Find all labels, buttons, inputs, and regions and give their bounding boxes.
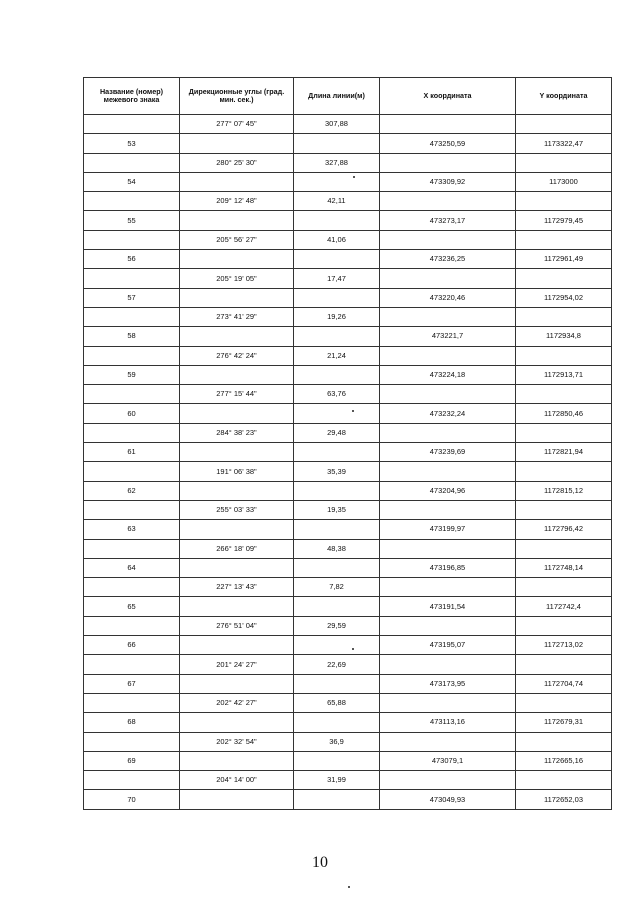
marker-name-cell	[84, 616, 180, 635]
y-coordinate-cell	[516, 655, 612, 674]
x-coordinate-cell: 473195,07	[380, 636, 516, 655]
x-coordinate-cell	[380, 616, 516, 635]
line-length-cell: 22,69	[294, 655, 380, 674]
x-coordinate-cell: 473113,16	[380, 713, 516, 732]
marker-name-cell	[84, 500, 180, 519]
x-coordinate-cell: 473273,17	[380, 211, 516, 230]
table-header-row	[84, 78, 612, 115]
table-row	[84, 597, 612, 616]
marker-name-cell	[84, 385, 180, 404]
line-length-cell: 41,06	[294, 230, 380, 249]
coordinates-table	[83, 77, 612, 810]
y-coordinate-cell: 1172713,02	[516, 636, 612, 655]
line-length-cell: 7,82	[294, 578, 380, 597]
direction-angle-cell: 277° 07' 45"	[180, 115, 294, 134]
marker-name-cell	[84, 115, 180, 134]
marker-name-cell	[84, 346, 180, 365]
line-length-cell: 31,99	[294, 771, 380, 790]
marker-name-cell	[84, 307, 180, 326]
direction-angle-cell	[180, 443, 294, 462]
line-length-cell	[294, 481, 380, 500]
table-row	[84, 539, 612, 558]
line-length-cell	[294, 520, 380, 539]
table-row	[84, 404, 612, 423]
marker-name-cell: 55	[84, 211, 180, 230]
marker-name-cell	[84, 192, 180, 211]
x-coordinate-cell	[380, 230, 516, 249]
scan-speck	[353, 176, 355, 178]
marker-name-cell: 61	[84, 443, 180, 462]
y-coordinate-cell: 1172665,16	[516, 751, 612, 770]
y-coordinate-cell	[516, 153, 612, 172]
table-row	[84, 500, 612, 519]
direction-angle-cell	[180, 520, 294, 539]
marker-name-cell: 69	[84, 751, 180, 770]
marker-name-cell	[84, 269, 180, 288]
y-coordinate-cell: 1172652,03	[516, 790, 612, 809]
table-row	[84, 636, 612, 655]
direction-angle-cell	[180, 790, 294, 809]
y-coordinate-cell: 1172742,4	[516, 597, 612, 616]
line-length-cell: 19,35	[294, 500, 380, 519]
y-coordinate-cell	[516, 578, 612, 597]
direction-angle-cell	[180, 134, 294, 153]
line-length-cell: 35,39	[294, 462, 380, 481]
direction-angle-cell: 202° 42' 27"	[180, 693, 294, 712]
marker-name-cell	[84, 153, 180, 172]
header-y-coordinate: Y координата	[516, 78, 612, 115]
x-coordinate-cell	[380, 423, 516, 442]
direction-angle-cell: 276° 51' 04"	[180, 616, 294, 635]
table-row	[84, 443, 612, 462]
x-coordinate-cell	[380, 346, 516, 365]
marker-name-cell: 56	[84, 250, 180, 269]
marker-name-cell	[84, 655, 180, 674]
line-length-cell	[294, 250, 380, 269]
direction-angle-cell	[180, 211, 294, 230]
direction-angle-cell: 201° 24' 27"	[180, 655, 294, 674]
x-coordinate-cell	[380, 578, 516, 597]
direction-angle-cell: 205° 56' 27"	[180, 230, 294, 249]
y-coordinate-cell: 1172796,42	[516, 520, 612, 539]
table-row	[84, 481, 612, 500]
marker-name-cell: 63	[84, 520, 180, 539]
y-coordinate-cell	[516, 500, 612, 519]
x-coordinate-cell: 473049,93	[380, 790, 516, 809]
y-coordinate-cell	[516, 423, 612, 442]
x-coordinate-cell	[380, 307, 516, 326]
page-number: 10	[312, 854, 328, 871]
direction-angle-cell	[180, 327, 294, 346]
table-row	[84, 211, 612, 230]
direction-angle-cell: 277° 15' 44"	[180, 385, 294, 404]
marker-name-cell	[84, 462, 180, 481]
x-coordinate-cell: 473232,24	[380, 404, 516, 423]
direction-angle-cell	[180, 481, 294, 500]
x-coordinate-cell: 473191,54	[380, 597, 516, 616]
y-coordinate-cell: 1172913,71	[516, 365, 612, 384]
line-length-cell: 19,26	[294, 307, 380, 326]
x-coordinate-cell: 473224,18	[380, 365, 516, 384]
y-coordinate-cell	[516, 307, 612, 326]
marker-name-cell: 58	[84, 327, 180, 346]
table-row	[84, 172, 612, 191]
marker-name-cell	[84, 539, 180, 558]
table-row	[84, 578, 612, 597]
y-coordinate-cell: 1172815,12	[516, 481, 612, 500]
table-row	[84, 771, 612, 790]
line-length-cell: 63,76	[294, 385, 380, 404]
marker-name-cell: 59	[84, 365, 180, 384]
y-coordinate-cell	[516, 693, 612, 712]
x-coordinate-cell	[380, 385, 516, 404]
line-length-cell	[294, 443, 380, 462]
line-length-cell	[294, 327, 380, 346]
line-length-cell	[294, 288, 380, 307]
table-row	[84, 790, 612, 809]
y-coordinate-cell	[516, 346, 612, 365]
x-coordinate-cell: 473220,46	[380, 288, 516, 307]
direction-angle-cell	[180, 365, 294, 384]
direction-angle-cell	[180, 250, 294, 269]
y-coordinate-cell: 1172961,49	[516, 250, 612, 269]
direction-angle-cell: 205° 19' 05"	[180, 269, 294, 288]
marker-name-cell: 64	[84, 558, 180, 577]
table-row	[84, 693, 612, 712]
marker-name-cell: 67	[84, 674, 180, 693]
direction-angle-cell	[180, 404, 294, 423]
table-row	[84, 732, 612, 751]
y-coordinate-cell: 1172979,45	[516, 211, 612, 230]
x-coordinate-cell	[380, 732, 516, 751]
y-coordinate-cell: 1172954,02	[516, 288, 612, 307]
x-coordinate-cell: 473250,59	[380, 134, 516, 153]
marker-name-cell	[84, 578, 180, 597]
y-coordinate-cell	[516, 732, 612, 751]
y-coordinate-cell: 1172821,94	[516, 443, 612, 462]
line-length-cell: 42,11	[294, 192, 380, 211]
table-row	[84, 230, 612, 249]
line-length-cell	[294, 365, 380, 384]
marker-name-cell: 62	[84, 481, 180, 500]
direction-angle-cell: 284° 38' 23"	[180, 423, 294, 442]
table-row	[84, 327, 612, 346]
table-row	[84, 462, 612, 481]
x-coordinate-cell: 473221,7	[380, 327, 516, 346]
table-row	[84, 674, 612, 693]
x-coordinate-cell: 473309,92	[380, 172, 516, 191]
y-coordinate-cell	[516, 385, 612, 404]
table-row	[84, 423, 612, 442]
marker-name-cell: 60	[84, 404, 180, 423]
y-coordinate-cell	[516, 616, 612, 635]
line-length-cell	[294, 713, 380, 732]
marker-name-cell: 70	[84, 790, 180, 809]
line-length-cell: 307,88	[294, 115, 380, 134]
table-row	[84, 134, 612, 153]
line-length-cell: 29,48	[294, 423, 380, 442]
line-length-cell: 21,24	[294, 346, 380, 365]
direction-angle-cell: 273° 41' 29"	[180, 307, 294, 326]
x-coordinate-cell	[380, 115, 516, 134]
direction-angle-cell	[180, 713, 294, 732]
y-coordinate-cell: 1172934,8	[516, 327, 612, 346]
y-coordinate-cell	[516, 771, 612, 790]
line-length-cell	[294, 404, 380, 423]
marker-name-cell	[84, 423, 180, 442]
header-line-length: Длина линии(м)	[294, 78, 380, 115]
x-coordinate-cell: 473239,69	[380, 443, 516, 462]
direction-angle-cell: 202° 32' 54"	[180, 732, 294, 751]
scan-speck	[348, 886, 350, 888]
direction-angle-cell: 280° 25' 30"	[180, 153, 294, 172]
direction-angle-cell	[180, 288, 294, 307]
x-coordinate-cell	[380, 192, 516, 211]
direction-angle-cell	[180, 751, 294, 770]
x-coordinate-cell	[380, 500, 516, 519]
line-length-cell	[294, 558, 380, 577]
y-coordinate-cell: 1172679,31	[516, 713, 612, 732]
direction-angle-cell: 255° 03' 33"	[180, 500, 294, 519]
direction-angle-cell: 266° 18' 09"	[180, 539, 294, 558]
table-row	[84, 288, 612, 307]
marker-name-cell: 53	[84, 134, 180, 153]
table-row	[84, 346, 612, 365]
y-coordinate-cell	[516, 230, 612, 249]
marker-name-cell: 68	[84, 713, 180, 732]
marker-name-cell	[84, 771, 180, 790]
marker-name-cell	[84, 732, 180, 751]
x-coordinate-cell: 473199,97	[380, 520, 516, 539]
marker-name-cell: 65	[84, 597, 180, 616]
line-length-cell: 327,88	[294, 153, 380, 172]
x-coordinate-cell: 473196,85	[380, 558, 516, 577]
y-coordinate-cell: 1172850,46	[516, 404, 612, 423]
table-row	[84, 115, 612, 134]
y-coordinate-cell	[516, 462, 612, 481]
table-row	[84, 520, 612, 539]
direction-angle-cell	[180, 674, 294, 693]
y-coordinate-cell	[516, 269, 612, 288]
line-length-cell: 17,47	[294, 269, 380, 288]
marker-name-cell	[84, 693, 180, 712]
line-length-cell	[294, 674, 380, 693]
direction-angle-cell	[180, 636, 294, 655]
table-row	[84, 751, 612, 770]
line-length-cell	[294, 751, 380, 770]
x-coordinate-cell	[380, 539, 516, 558]
marker-name-cell: 66	[84, 636, 180, 655]
direction-angle-cell	[180, 558, 294, 577]
marker-name-cell	[84, 230, 180, 249]
x-coordinate-cell: 473173,95	[380, 674, 516, 693]
line-length-cell	[294, 790, 380, 809]
y-coordinate-cell: 1172748,14	[516, 558, 612, 577]
direction-angle-cell: 204° 14' 00"	[180, 771, 294, 790]
x-coordinate-cell: 473236,25	[380, 250, 516, 269]
direction-angle-cell: 276° 42' 24"	[180, 346, 294, 365]
marker-name-cell: 57	[84, 288, 180, 307]
line-length-cell: 36,9	[294, 732, 380, 751]
line-length-cell: 48,38	[294, 539, 380, 558]
line-length-cell: 65,88	[294, 693, 380, 712]
x-coordinate-cell	[380, 269, 516, 288]
table-row	[84, 385, 612, 404]
table-row	[84, 558, 612, 577]
table-row	[84, 655, 612, 674]
marker-name-cell: 54	[84, 172, 180, 191]
direction-angle-cell	[180, 172, 294, 191]
table-row	[84, 153, 612, 172]
x-coordinate-cell: 473204,96	[380, 481, 516, 500]
table-body	[84, 115, 612, 810]
direction-angle-cell: 191° 06' 38"	[180, 462, 294, 481]
y-coordinate-cell	[516, 192, 612, 211]
direction-angle-cell: 227° 13' 43"	[180, 578, 294, 597]
table-row	[84, 192, 612, 211]
table-row	[84, 713, 612, 732]
header-x-coordinate: X координата	[380, 78, 516, 115]
line-length-cell	[294, 636, 380, 655]
y-coordinate-cell: 1173000	[516, 172, 612, 191]
y-coordinate-cell	[516, 115, 612, 134]
line-length-cell	[294, 211, 380, 230]
header-direction-angles: Дирекционные углы (град. мин. сек.)	[180, 78, 294, 115]
x-coordinate-cell	[380, 771, 516, 790]
line-length-cell	[294, 597, 380, 616]
line-length-cell	[294, 172, 380, 191]
scan-speck	[352, 410, 354, 412]
x-coordinate-cell	[380, 655, 516, 674]
line-length-cell	[294, 134, 380, 153]
direction-angle-cell	[180, 597, 294, 616]
table-row	[84, 250, 612, 269]
y-coordinate-cell: 1173322,47	[516, 134, 612, 153]
x-coordinate-cell: 473079,1	[380, 751, 516, 770]
table-row	[84, 307, 612, 326]
table-row	[84, 269, 612, 288]
y-coordinate-cell	[516, 539, 612, 558]
header-marker-name: Название (номер) межевого знака	[84, 78, 180, 115]
line-length-cell: 29,59	[294, 616, 380, 635]
x-coordinate-cell	[380, 462, 516, 481]
x-coordinate-cell	[380, 153, 516, 172]
direction-angle-cell: 209° 12' 48"	[180, 192, 294, 211]
table-row	[84, 365, 612, 384]
x-coordinate-cell	[380, 693, 516, 712]
y-coordinate-cell: 1172704,74	[516, 674, 612, 693]
table-row	[84, 616, 612, 635]
scan-speck	[352, 648, 354, 650]
